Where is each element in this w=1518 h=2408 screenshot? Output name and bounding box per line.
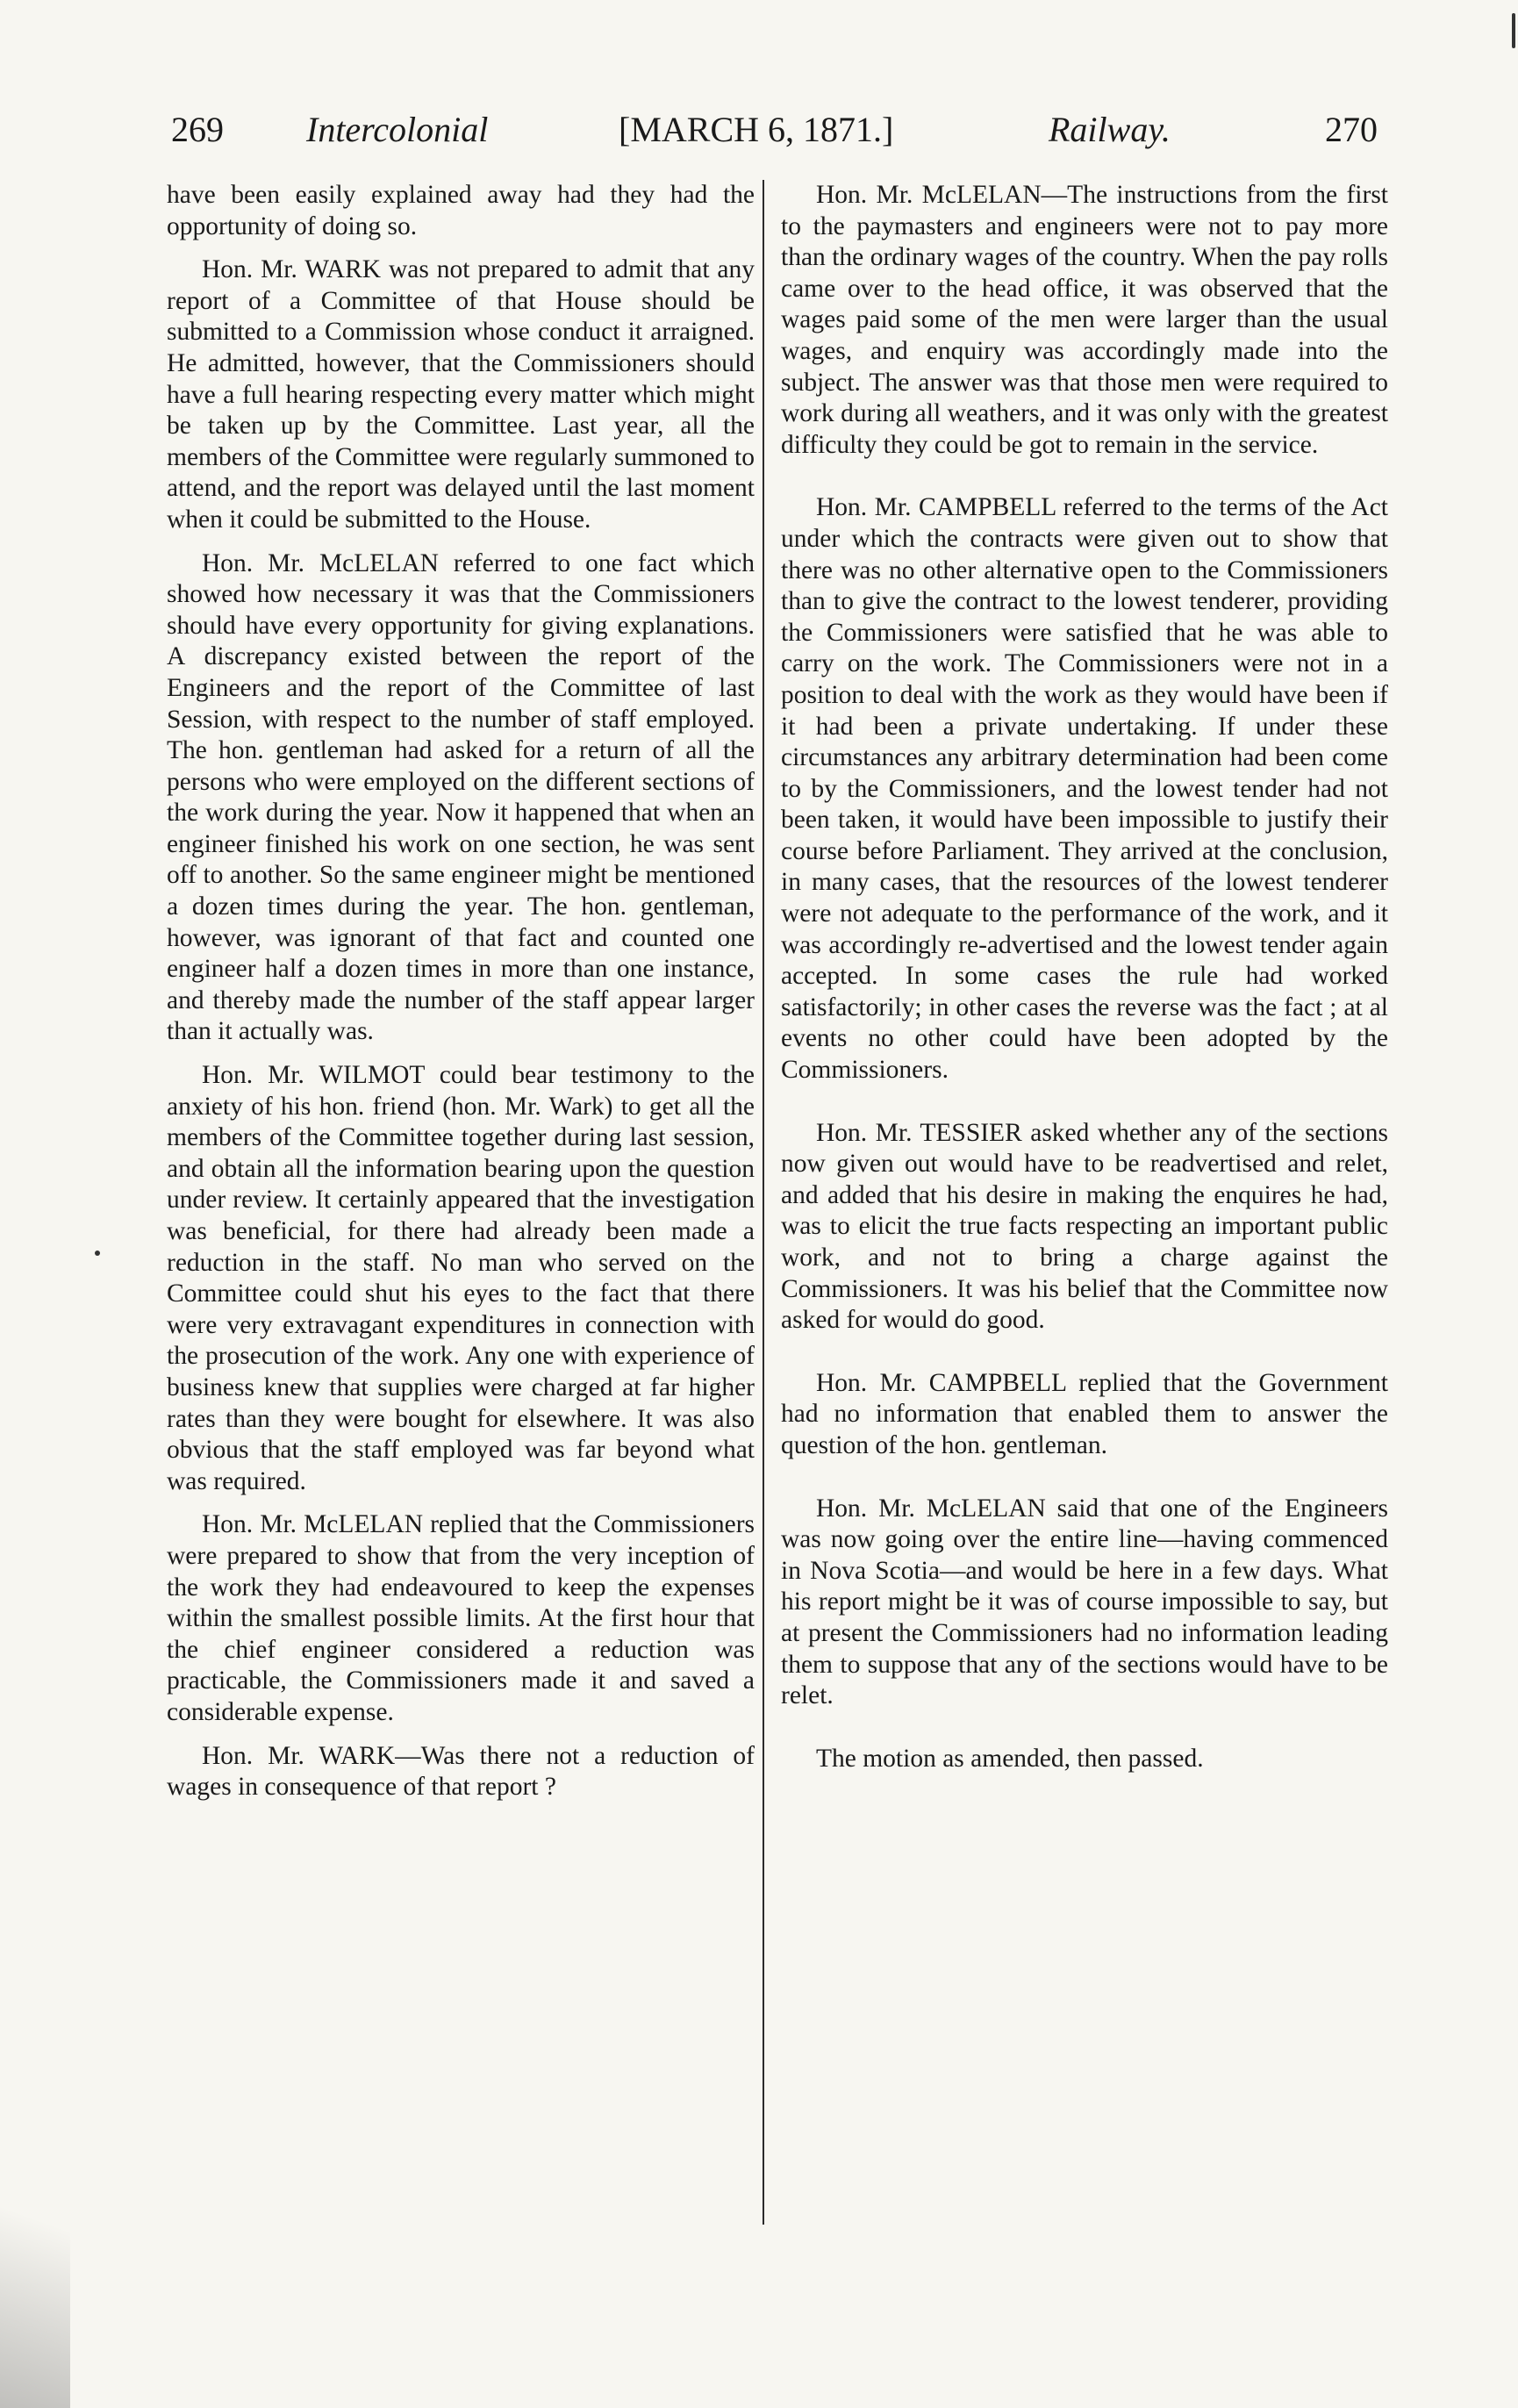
paragraph: Hon. Mr. CAMPBELL referred to the terms of the Act under which the contracts were given out to show that there was no other alternative open to the Commissioners than to give the contract to the lowest tenderer, providing the Commissioners were satisfied that he was able to carry on the work. The Commissioners were not in a position to deal with the work as they would have been if it had been a private undertaking. If under these circumstances any arbitrary determination had been come to by the Commissioners, and the lowest tender had not been taken, it would have been impossible to justify their course before Parliament. They arrived at the conclusion, in many cases, that the resources of the lowest tenderer were not adequate to the performance of the work, and it was accordingly re-advertised and the lowest tender again accepted. In some cases the rule had worked satisfactorily; in other cases the reverse was the fact ; at al events no other could have been adopted by the Commissioners. [781, 493, 1388, 1085]
right-column [781, 180, 1388, 1774]
margin-mark [1512, 13, 1515, 48]
page-header [171, 104, 1386, 174]
paragraph: Hon. Mr. McLELAN replied that the Commissioners were prepared to show that from the very inception of the work they had endeavoured to keep the expenses within the smallest possible limits. At the first hour that the chief engineer considered a reduction was practicable, the Commissioners made it and saved a considerable expense. [167, 1510, 755, 1726]
paragraph: Hon. Mr. McLELAN referred to one fact which showed how necessary it was that the Commissioners should have every opportunity for giving explanations. A discrepancy existed between the report of the Engineers and the report of the Committee of last Session, with respect to the number of staff employed. The hon. gentleman had asked for a return of all the persons who were employed on the different sections of the work during the year. Now it happened that when an engineer finished his work on one section, he was sent off to another. So the same engineer might be mentioned a dozen times during the year. The hon. gentleman, however, was ignorant of that fact and counted one engineer half a dozen times in more than one instance, and thereby made the number of the staff appear larger than it actually was. [167, 548, 755, 1046]
paragraph: Hon. Mr. WARK was not prepared to admit that any report of a Committee of that House should be submitted to a Commission whose conduct it arraigned. He admitted, however, that the Commissioners should have a full hearing respecting every matter which might be taken up by the Committee. Last year, all the members of the Committee were regularly summoned to attend, and the report was delayed until the last moment when it could be submitted to the House. [167, 255, 755, 534]
paragraph: Hon. Mr. McLELAN—The instructions from the first to the paymasters and engineers were not to pay more than the ordinary wages of the country. When the pay rolls came over to the head office, it was observed that the wages paid some of the men were larger than the usual wages, and enquiry was accordingly made into the subject. The answer was that those men were required to work during all weathers, and it was only with the greatest difficulty they could be got to remain in the service. [781, 181, 1388, 459]
margin-mark [95, 1251, 100, 1256]
left-running-title: Intercolonial [306, 110, 489, 149]
paragraph: The motion as amended, then passed. [816, 1744, 1204, 1773]
paragraph: have been easily explained away had they had the opportunity of doing so. [167, 181, 755, 240]
paragraph: Hon. Mr. CAMPBELL replied that the Government had no information that enabled them to answer the question of the hon. gentleman. [781, 1368, 1388, 1459]
paragraph: Hon. Mr. WARK—Was there not a reduction of wages in consequence of that report ? [167, 1741, 755, 1802]
paragraph: Hon. Mr. WILMOT could bear testimony to the anxiety of his hon. friend (hon. Mr. Wark) to get all the members of the Committee together during last session, and obtain all the information bearing upon the question under review. It certainly appeared that the investigation was beneficial, for there had already been made a reduction in the staff. No man who served on the Committee could shut his eyes to the fact that there were very extravagant expenditures in connection with the prosecution of the work. Any one with experience of business knew that supplies were charged at far higher rates than they were bought for elsewhere. It was also obvious that the staff employed was far beyond what was required. [167, 1061, 755, 1495]
right-page-number: 270 [1325, 110, 1378, 149]
left-column [167, 180, 755, 1816]
page-edge-shadow [0, 2145, 70, 2408]
right-running-title: Railway. [1049, 110, 1171, 149]
header-date: [MARCH 6, 1871.] [619, 110, 894, 149]
paragraph: Hon. Mr. TESSIER asked whether any of the sections now given out would have to be readvertised and relet, and added that his desire in making the enquires he had, was to elicit the true facts respecting an important public work, and not to bring a charge against the Commissioners. It was his belief that the Committee now asked for would do good. [781, 1118, 1388, 1335]
column-divider [763, 180, 764, 2225]
left-page-number: 269 [171, 110, 224, 149]
paragraph: Hon. Mr. McLELAN said that one of the Engineers was now going over the entire line—having commenced in Nova Scotia—and would be here in a few days. What his report might be it was of course impossible to say, but at present the Commissioners had no information leading them to suppose that any of the sections would have to be relet. [781, 1494, 1388, 1710]
